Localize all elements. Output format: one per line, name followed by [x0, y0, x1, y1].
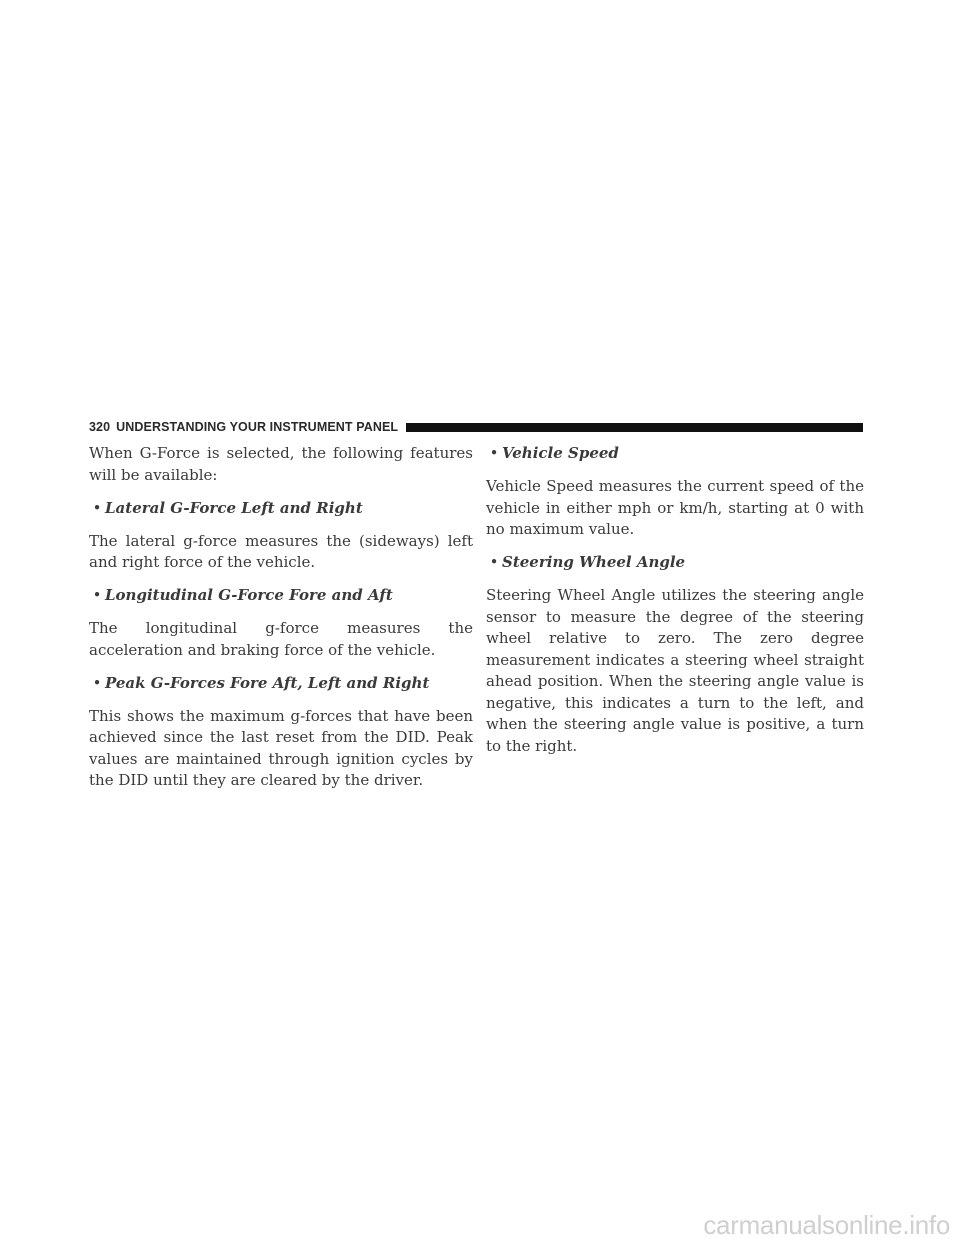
right-column: [486, 443, 864, 769]
bullet-heading-vehicle-speed: [486, 443, 864, 465]
watermark: carmanualsonline.info: [703, 1210, 950, 1240]
bullet-icon: •: [92, 498, 102, 517]
bullet-heading-text: Longitudinal G-Force Fore and Aft: [105, 586, 393, 604]
peak-paragraph: This shows the maximum g-forces that have been achieved since the last reset from the DID. Peak values are maintained through ignition cycles by the DID until they are cleared by the driver.: [89, 706, 473, 789]
bullet-icon: •: [92, 673, 102, 692]
bullet-heading-lateral: [89, 498, 473, 520]
page-number: 320: [89, 420, 111, 434]
bullet-heading-text: Vehicle Speed: [502, 444, 619, 462]
section-title: UNDERSTANDING YOUR INSTRUMENT PANEL: [116, 420, 399, 434]
bullet-heading-text: Peak G-Forces Fore Aft, Left and Right: [105, 673, 430, 692]
lateral-paragraph: The lateral g-force measures the (sideways) left and right force of the vehicle.: [89, 531, 473, 571]
intro-paragraph: When G-Force is selected, the following features will be available:: [89, 444, 473, 484]
bullet-icon: •: [92, 586, 102, 604]
bullet-heading-steering-angle: [486, 552, 864, 574]
bullet-heading-longitudinal: [89, 585, 473, 607]
bullet-icon: •: [489, 553, 499, 571]
bullet-heading-text: Steering Wheel Angle: [502, 553, 686, 571]
vehicle-speed-paragraph: Vehicle Speed measures the current speed of the vehicle in either mph or km/h, starting at 0 with no maximum value.: [486, 477, 864, 538]
longitudinal-paragraph: The longitudinal g-force measures the acceleration and braking force of the vehicle.: [89, 619, 473, 659]
left-column: [89, 443, 473, 803]
bullet-icon: •: [489, 444, 499, 462]
page-header: [89, 419, 863, 435]
header-rule: [406, 423, 863, 432]
steering-angle-paragraph: Steering Wheel Angle utilizes the steering angle sensor to measure the degree of the steering wheel relative to zero. The zero degree measurement indicates a steering wheel straight ahead position. When the steering angle value is negative, this indicates a turn to the left, and when the steering angle value is positive, a turn to the right.: [486, 586, 864, 755]
bullet-heading-peak: [89, 673, 473, 695]
bullet-heading-text: Lateral G-Force Left and Right: [105, 498, 363, 517]
